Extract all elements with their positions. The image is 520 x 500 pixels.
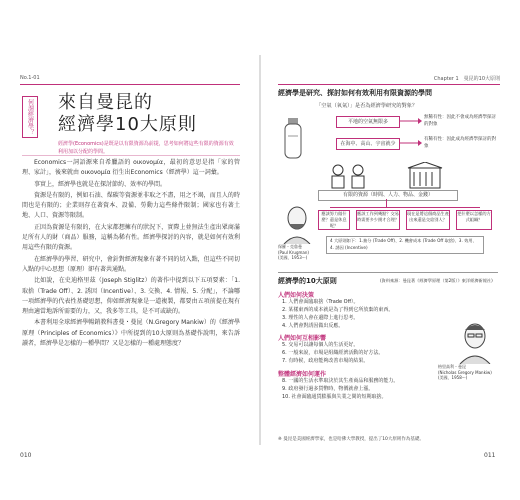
question-box: 應該工作到幾點？交易時需要多少錢才合理？ bbox=[356, 210, 400, 230]
list-item: 5. 交易可以讓每個人的生活更好。 bbox=[282, 342, 359, 348]
title-line-1: 來自曼昆的 bbox=[58, 92, 153, 113]
mankiw-caption bbox=[438, 364, 508, 381]
running-head-left: No.1-01 bbox=[20, 75, 40, 81]
resource-box: 有限的資源（時間、人力、物品、金錢） bbox=[318, 190, 458, 201]
resource-diagram bbox=[278, 98, 498, 270]
caption-line: (Nicholas Gregory Mankiw) bbox=[438, 369, 492, 375]
list-item: 7. 有時候，政府能夠改善市場的結果。 bbox=[282, 358, 369, 364]
note-no-scarcity: 無稀有性：因此不會成為經濟學探討的對象 bbox=[424, 115, 496, 127]
section-tag bbox=[22, 96, 38, 138]
note-scarcity: 有稀有性：因此成為經濟學探討的對象 bbox=[424, 137, 496, 149]
krugman-caption bbox=[278, 244, 318, 261]
connector bbox=[330, 207, 480, 208]
paragraph: 本書利用全球經濟學暢銷教科書曼・曼昆（N.Gregory Mankiw）的《經濟學原理（Principles of Economics）》中所提到的10大原則為基礎作說明，來告訴讀者，經濟學是怎樣的一種學問？又是怎樣的一種處理態度？ bbox=[22, 319, 240, 348]
caption-line: 格里高利・曼昆 bbox=[438, 364, 466, 369]
list-item: 9. 政府發行過多貨幣時，物價就會上漲。 bbox=[282, 386, 374, 392]
running-head-right: Chapter 1 曼昆的10大原則 bbox=[433, 76, 500, 82]
footnote: ※ 曼昆是美國經濟學家，也是哈佛大學教授，提出了10大原則作為基礎。 bbox=[278, 437, 424, 442]
body-text bbox=[22, 158, 240, 350]
oxygen-tank-icon bbox=[282, 116, 304, 160]
group-title: 人們如何互相影響 bbox=[278, 335, 327, 342]
box-plain-air: 平地的空氣無限多 bbox=[336, 116, 400, 128]
section-rule bbox=[278, 272, 498, 273]
list-item: 10. 社會面臨通貨膨脹與失業之間的短期取捨。 bbox=[282, 394, 387, 400]
principle-list bbox=[282, 298, 393, 330]
page-title bbox=[58, 92, 197, 136]
principles-heading: 經濟學的10大原則 bbox=[278, 277, 337, 285]
krugman-portrait-icon bbox=[280, 204, 314, 244]
question-box: 應該努力做什麼？還是休息呢？ bbox=[318, 210, 350, 230]
paragraph: 正因為資源是有限的，在大家都想擁有的狀況下，實際上並無法生產出眾商滿足所有人的財（商品）服務，這稱為稀有性。經濟學探討的內容，就是如何有效利用這些有限的資源。 bbox=[22, 223, 240, 252]
paragraph: Economics一詞語源來自希臘語的 οικονομία，最初的意思是指「家的管理、家計」，後來就由 οικονομία 衍生出Economics（經濟學）這一詞彙。 bbox=[22, 159, 240, 177]
header-rule-left bbox=[20, 84, 240, 85]
list-item: 8. 一國的生活水準取決於其生產商品和服務的能力。 bbox=[282, 378, 399, 384]
arrows-icon bbox=[400, 116, 422, 150]
paragraph: 在經濟學的學習、研究中，會針對經濟現象有著不同的切入點，但這些不同切入點的中心思想（原理）卻有著共通點。 bbox=[22, 255, 240, 273]
list-item: 3. 理性的人會在邊際上進行思考。 bbox=[282, 315, 359, 321]
group-title: 整體經濟如何運作 bbox=[278, 371, 327, 378]
connector bbox=[386, 199, 387, 207]
lead-rule bbox=[22, 155, 240, 156]
left-page bbox=[0, 0, 259, 500]
header-rule-right bbox=[278, 84, 500, 85]
caption-line: (美國，1953～) bbox=[278, 255, 308, 260]
caption-line: (Paul Krugman) bbox=[278, 249, 309, 255]
page-number-left: 010 bbox=[20, 452, 32, 459]
diagram-question: 「空氣（氧氣）」是否為經濟學研究的對象？ bbox=[316, 103, 418, 109]
factors-box: 4 大原則如下：1.抽分 (Trade Off)、2. 機會成本 (Trade Off 取捨)、3. 效用、4. 誘因 (Incentive) bbox=[326, 236, 484, 254]
page-number-right: 011 bbox=[484, 452, 496, 459]
box-scarce-air: 在海中、高山、宇宙就少 bbox=[336, 138, 400, 150]
paragraph: 資源是有限的，例如石油、煤碳等資源並非取之不盡，用之不竭，而且人的時間也是有限的；企業則存在著資本、設備、勞動力這些條件限制；國家也有著土地、人口、資源等限制。 bbox=[22, 191, 240, 220]
list-item: 1. 人們會面臨取捨（Trade Off）。 bbox=[282, 299, 359, 305]
caption-line: 保羅・克魯曼 bbox=[278, 244, 302, 249]
source-note: (資料來源：曼昆著《經濟學原理（第2版）》東洋經濟新報社) bbox=[380, 278, 493, 283]
question-box: 現在是將這個商品生產出來還是交給別人？ bbox=[406, 210, 450, 230]
resources-icons bbox=[328, 162, 448, 190]
paragraph: 事實上，經濟學也就是在探討節約、效率的學問。 bbox=[34, 180, 167, 188]
diagram-heading: 經濟學是研究、探討如何有效利用有限資源的學問 bbox=[278, 89, 432, 97]
paragraph: 比如說，在史迪格里茲（Joseph Stiglitz）的著作中提到以下五項要素：「1. 取捨（Trade Off）、2. 誘因（Incentive）、3. 交換、4. 情報、5. 分配」，不論哪一項經濟學的代表性基礎思想，仰如經濟現象是一道複製，都要由五項前提在現有理由適當地訴所需要的力，又，我多等工具，是不可或缺的。 bbox=[22, 277, 240, 316]
title-line-2: 經濟學10大原則 bbox=[58, 114, 197, 135]
list-item: 2. 某樣東西的成本就是為了得到它所放棄的東西。 bbox=[282, 307, 394, 313]
list-item: 4. 人們會對誘因做出反應。 bbox=[282, 323, 344, 329]
mankiw-portrait-icon bbox=[456, 320, 494, 364]
lead-text: 經濟學(Economics)是既是以有限資源為前提，思考如何將這些有限的資源有效利用加以分配的學問。 bbox=[58, 141, 234, 155]
group-title: 人們如何決策 bbox=[278, 292, 315, 299]
question-box: 把什麼以怎樣的方式組織？ bbox=[456, 210, 492, 230]
principle-list bbox=[282, 341, 383, 365]
list-item: 6. 一般來說，市場是組織經濟活動的好方法。 bbox=[282, 350, 384, 356]
principle-list bbox=[282, 377, 398, 401]
section-tag-label: 何謂經濟學？ bbox=[26, 99, 34, 135]
caption-line: (美國，1958～) bbox=[438, 375, 468, 380]
